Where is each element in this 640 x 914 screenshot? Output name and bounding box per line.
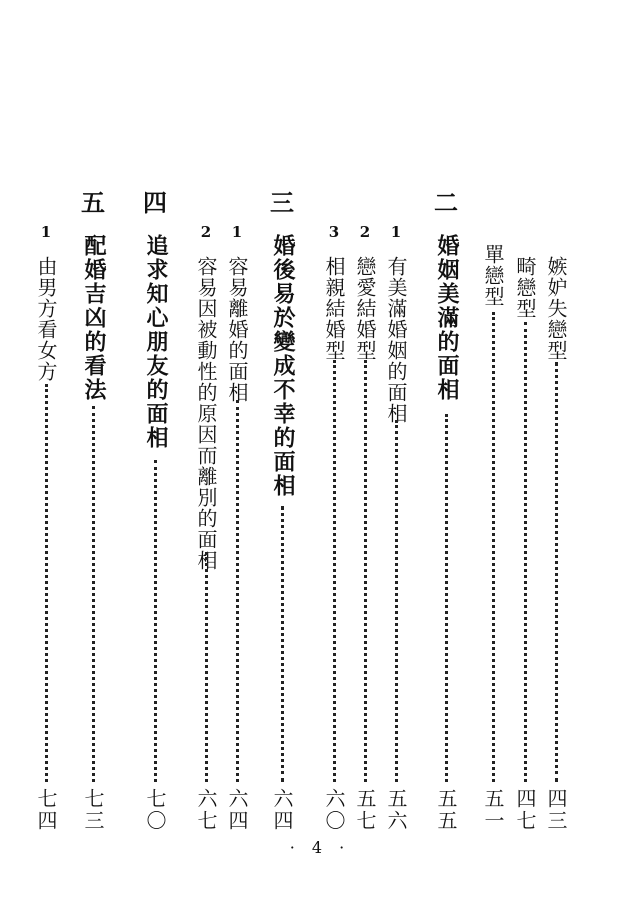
toc-page-number: 五一 [481,788,505,832]
toc-entry-title: 容易離婚的面相 [225,256,249,403]
section-number: 二 [434,189,458,217]
section-title: 配婚吉凶的看法 [81,234,106,402]
toc-entry [350,0,380,914]
dot-leader [45,384,48,782]
toc-entry-title: 單戀型 [481,244,505,307]
toc-entry [191,0,221,914]
dot-leader [492,312,495,782]
item-number: 1 [231,223,243,241]
toc-section [78,0,108,914]
toc-entry [222,0,252,914]
section-title: 追求知心朋友的面相 [143,234,168,450]
toc-entry-title: 容易因被動性的原因而離別的面相 [194,256,218,571]
toc-entry-title: 畸戀型 [513,256,537,319]
toc-entry-title: 嫉妒失戀型 [544,256,568,361]
toc-section [140,0,170,914]
toc-page-number: 六〇 [322,788,346,832]
toc-page-number: 七三 [81,788,105,832]
toc-page-number: 七四 [34,788,58,832]
toc-entry [319,0,349,914]
section-title: 婚後易於變成不幸的面相 [270,234,295,498]
toc-entry-title: 由男方看女方 [34,256,58,382]
section-number: 四 [143,189,167,217]
toc-page-number: 五七 [353,788,377,832]
dot-leader [445,414,448,782]
toc-entry [31,0,61,914]
dot-leader [205,552,208,782]
item-number: 2 [200,223,212,241]
toc-section [431,0,461,914]
toc-section [267,0,297,914]
section-number: 五 [81,189,105,217]
toc-entry [510,0,540,914]
dot-leader [364,360,367,782]
toc-page-number: 六四 [270,788,294,832]
toc-page-number: 四七 [513,788,537,832]
toc-page-number: 四三 [544,788,568,832]
dot-leader [524,322,527,782]
item-number: 1 [390,223,402,241]
dot-leader [281,506,284,782]
toc-entry-title: 相親結婚型 [322,256,346,361]
toc-entry [381,0,411,914]
dot-leader [555,362,558,782]
dot-leader [333,360,336,782]
toc-page-number: 五六 [384,788,408,832]
toc-entry [541,0,571,914]
section-number: 三 [270,189,294,217]
page-folio: · 4 · [289,838,351,857]
toc-page-number: 五五 [434,788,458,832]
toc-entry [478,0,508,914]
item-number: 2 [359,223,371,241]
toc-page-number: 七〇 [143,788,167,832]
dot-leader [154,460,157,782]
dot-leader [236,400,239,782]
dot-leader [92,406,95,782]
item-number: 3 [328,223,340,241]
toc-entry-title: 有美滿婚姻的面相 [384,256,408,424]
dot-leader [395,420,398,782]
section-title: 婚姻美滿的面相 [434,234,459,402]
item-number: 1 [40,223,52,241]
toc-entry-title: 戀愛結婚型 [353,256,377,361]
toc-page-number: 六四 [225,788,249,832]
toc-page-number: 六七 [194,788,218,832]
